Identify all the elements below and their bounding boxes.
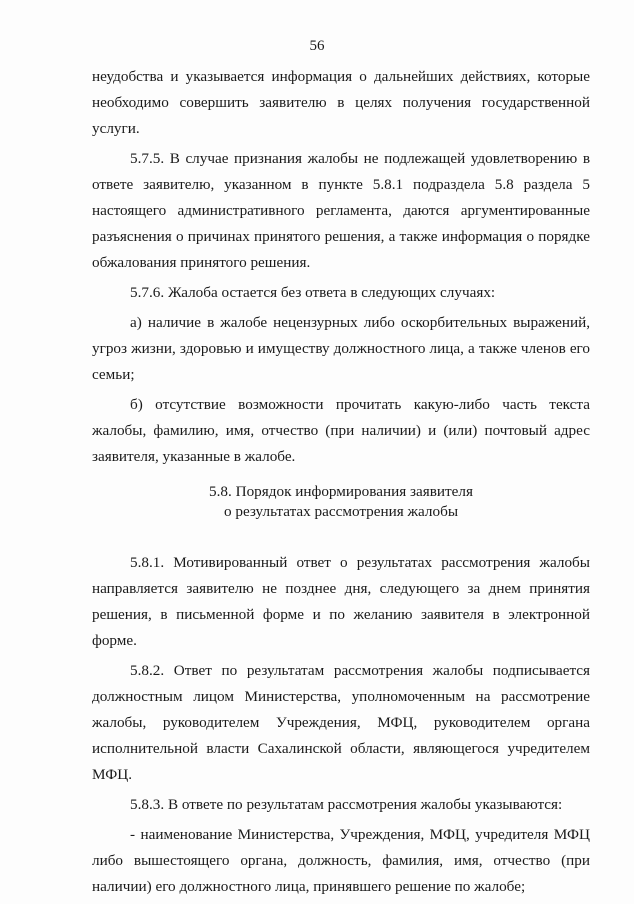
paragraph-item-b: б) отсутствие возможности прочитать какую-либо часть текста жалобы, фамилию, имя, отчество (при наличии) и (или) почтовый адрес заявителя, указанные в жалобе. — [92, 396, 590, 465]
paragraph-5-8-1: 5.8.1. Мотивированный ответ о результатах рассмотрения жалобы направляется заявителю не позднее дня, следующего за днем принятия решения, в письменной форме и по желанию заявителя в электронной форме. — [92, 554, 590, 649]
paragraph-list-item: - наименование Министерства, Учреждения, МФЦ, учредителя МФЦ либо вышестоящего органа, должность, фамилия, имя, отчество (при наличии) его должностного лица, принявшего решение по жалобе; — [92, 826, 590, 895]
page-number: 56 — [309, 38, 325, 54]
paragraph-5-8-2: 5.8.2. Ответ по результатам рассмотрения жалобы подписывается должностным лицом Министерства, уполномоченным на рассмотрение жалобы, руководителем Учреждения, МФЦ, руководителем органа исполнительной власти Сахалинской области, являющегося учредителем МФЦ. — [92, 662, 590, 783]
document-body — [92, 64, 590, 900]
section-heading-5-8 — [92, 482, 590, 522]
section-heading-line-2: о результатах рассмотрения жалобы — [223, 503, 459, 520]
section-heading-line-1: 5.8. Порядок информирования заявителя — [209, 483, 473, 500]
paragraph-item-a: а) наличие в жалобе нецензурных либо оскорбительных выражений, угроз жизни, здоровью и имуществу должностного лица, а также членов его семьи; — [92, 314, 590, 383]
paragraph-5-7-5: 5.7.5. В случае признания жалобы не подлежащей удовлетворению в ответе заявителю, указанном в пункте 5.8.1 подраздела 5.8 раздела 5 настоящего административного регламента, даются аргументированные разъяснения о причинах принятого решения, а также информация о порядке обжалования принятого решения. — [92, 150, 590, 271]
paragraph-5-7-6: 5.7.6. Жалоба остается без ответа в следующих случаях: — [130, 284, 496, 301]
paragraph-continuation: неудобства и указывается информация о дальнейших действиях, которые необходимо совершить заявителю в целях получения государственной услуги. — [92, 68, 590, 137]
paragraph-5-8-3: 5.8.3. В ответе по результатам рассмотрения жалобы указываются: — [130, 796, 563, 813]
